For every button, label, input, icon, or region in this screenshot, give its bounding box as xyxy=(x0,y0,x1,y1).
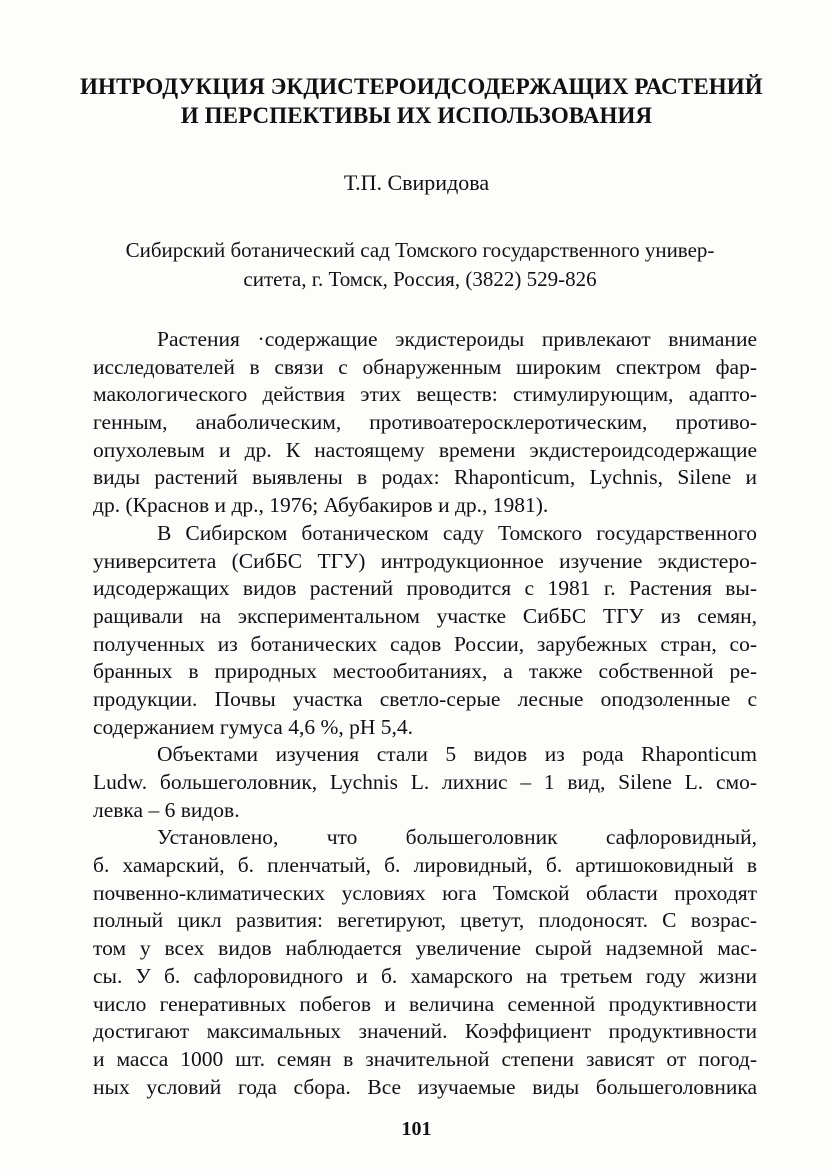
body-line: Растения ·содержащие экдистероиды привлекают внимание xyxy=(157,327,757,351)
body-line: достигают максимальных значений. Коэффициент продуктивности xyxy=(93,1019,757,1044)
title-line-2: И ПЕРСПЕКТИВЫ ИХ ИСПОЛЬЗОВАНИЯ xyxy=(180,103,653,128)
body-line: почвенно-климатических условиях юга Томской области проходят xyxy=(93,880,757,905)
page-number: 101 xyxy=(401,1118,432,1140)
body-line: Установлено, что большеголовник сафлоровидный, xyxy=(157,825,757,850)
body-line: полный цикл развития: вегетируют, цветут, плодоносят. С возрас- xyxy=(93,908,757,933)
body-line: том у всех видов наблюдается увеличение сырой надземной мас- xyxy=(93,936,757,961)
article-title xyxy=(80,72,763,130)
body-line: В Сибирском ботаническом саду Томского государственного xyxy=(157,520,757,545)
body-line: содержанием гумуса 4,6 %, рН 5,4. xyxy=(93,714,414,739)
body-line: виды растений выявлены в родах: Rhaponticum, Lychnis, Silene и xyxy=(93,465,757,490)
body-line: др. (Краснов и др., 1976; Абубакиров и др., 1981). xyxy=(93,493,549,518)
body-line: исследователей в связи с обнаруженным широким спектром фар- xyxy=(93,354,757,379)
title-line-1: ИНТРОДУКЦИЯ ЭКДИСТЕРОИДСОДЕРЖАЩИХ РАСТЕНИЙ xyxy=(80,74,763,99)
body-line: бранных в природных местообитаниях, а также собственной ре- xyxy=(93,659,757,684)
body-line: макологического действия этих веществ: стимулирующим, адапто- xyxy=(93,382,757,407)
body-line: Объектами изучения стали 5 видов из рода Rhaponticum xyxy=(157,742,757,767)
body-line: Ludw. большеголовник, Lychnis L. лихнис – 1 вид, Silene L. смо- xyxy=(93,770,757,794)
body-line: число генеративных побегов и величина семенной продуктивности xyxy=(93,991,757,1016)
body-line: и масса 1000 шт. семян в значительной степени зависят от погод- xyxy=(93,1046,757,1071)
body-line: полученных из ботанических садов России, зарубежных стран, со- xyxy=(93,631,757,656)
body-line: идсодержащих видов растений проводится с 1981 г. Растения вы- xyxy=(93,576,757,601)
body-line: университета (СибБС ТГУ) интродукционное изучение экдистеро- xyxy=(93,548,757,573)
body-line: сы. У б. сафлоровидного и б. хамарского на третьем году жизни xyxy=(93,963,757,988)
body-line: ращивали на экспериментальном участке СибБС ТГУ из семян, xyxy=(93,603,757,628)
body-line: левка – 6 видов. xyxy=(93,797,240,822)
author-affiliation xyxy=(90,236,750,294)
author-name: Т.П. Свиридова xyxy=(343,170,490,195)
body-line: б. хамарский, б. пленчатый, б. лировидный, б. артишоковидный в xyxy=(93,853,757,878)
affiliation-line-2: ситета, г. Томск, Россия, (3822) 529-826 xyxy=(243,267,597,291)
affiliation-line-1: Сибирский ботанический сад Томского государственного универ- xyxy=(125,238,715,262)
body-line: генным, анаболическим, противоатеросклеротическим, противо- xyxy=(93,410,757,435)
body-line: ных условий года сбора. Все изучаемые виды большеголовника xyxy=(93,1074,757,1099)
body-line: опухолевым и др. К настоящему времени экдистероидсодержащие xyxy=(93,437,757,462)
body-line: продукции. Почвы участка светло-серые лесные оподзоленные с xyxy=(93,686,757,711)
article-body xyxy=(93,326,757,1101)
